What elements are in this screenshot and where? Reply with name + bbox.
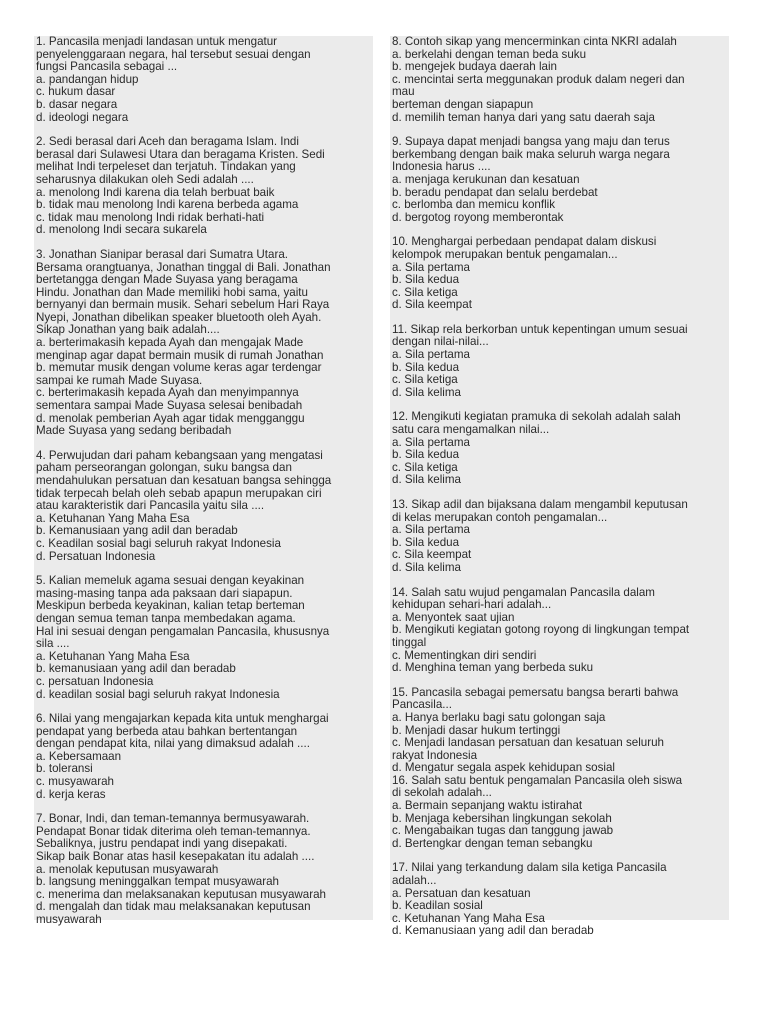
question-line: d. mengalah dan tidak mau melaksanakan keputusan	[36, 900, 311, 914]
question-line: Sikap baik Bonar atas hasil kesepakatan itu adalah ....	[36, 850, 315, 864]
question-line: d. Sila keempat	[392, 298, 472, 312]
question-line: d. menolak pemberian Ayah agar tidak mengganggu	[36, 411, 305, 425]
question-line: berteman dengan siapapun	[392, 97, 534, 111]
question-block	[36, 450, 371, 563]
question-line: kelompok merupakan bentuk pengamalan...	[392, 247, 618, 261]
question-line: d. keadilan sosial bagi seluruh rakyat Indonesia	[36, 687, 280, 701]
question-block	[392, 499, 727, 575]
question-line: b. Kemanusiaan yang adil dan beradab	[36, 524, 238, 538]
question-line: a. Sila pertama	[392, 260, 470, 274]
question-line: a. berterimakasih kepada Ayah dan mengajak Made	[36, 336, 304, 350]
question-line: Indonesia harus ....	[392, 160, 491, 174]
question-line: a. Kebersamaan	[36, 749, 122, 763]
question-line: 1. Pancasila menjadi landasan untuk mengatur	[36, 35, 278, 48]
question-line: mendahulukan persatuan dan kesatuan bangsa sehingga	[36, 474, 332, 487]
question-line: penyelenggaraan negara, hal tersebut sesuai dengan	[36, 47, 311, 61]
question-block	[36, 813, 371, 926]
question-line: d. ideologi negara	[36, 110, 129, 124]
question-line: melihat Indi terpeleset dan terjatuh. Tindakan yang	[36, 160, 296, 174]
question-line: 14. Salah satu wujud pengamalan Pancasila dalam	[392, 585, 655, 599]
question-line: b. toleransi	[36, 762, 93, 776]
question-line: d. memilih teman hanya dari yang satu daerah saja	[392, 110, 655, 124]
question-line: b. beradu pendapat dan selalu berdebat	[392, 185, 598, 199]
question-line: atau karakteristik dari Pancasila yaitu sila ....	[36, 499, 265, 513]
question-block	[392, 236, 727, 312]
question-line: c. berlomba dan memicu konflik	[392, 198, 556, 212]
question-line: musyawarah	[36, 913, 102, 926]
question-line: d. Menghina teman yang berbeda suku	[392, 661, 594, 675]
left-column	[34, 35, 373, 926]
question-line: rakyat Indonesia	[392, 748, 478, 762]
question-block	[392, 587, 727, 675]
question-line: tinggal	[392, 635, 427, 649]
question-line: satu cara mengamalkan nilai...	[392, 423, 550, 437]
question-line: c. persatuan Indonesia	[36, 674, 154, 688]
question-line: 17. Nilai yang terkandung dalam sila ketiga Pancasila	[392, 861, 667, 875]
question-line: 12. Mengikuti kegiatan pramuka di sekolah adalah salah	[392, 410, 681, 424]
question-block	[36, 136, 371, 237]
question-block	[36, 713, 371, 801]
question-line: b. Menjadi dasar hukum tertinggi	[392, 723, 561, 737]
question-line: d. bergotog royong memberontak	[392, 210, 564, 224]
question-line: mau	[392, 85, 415, 99]
question-block	[36, 575, 371, 701]
question-line: b. memutar musik dengan volume keras agar terdengar	[36, 361, 322, 375]
question-line: 6. Nilai yang mengajarkan kepada kita untuk menghargai	[36, 712, 329, 726]
question-line: a. berkelahi dengan teman beda suku	[392, 47, 587, 61]
question-line: Pancasila...	[392, 698, 452, 712]
question-line: Hal ini sesuai dengan pengamalan Pancasila, khususnya	[36, 624, 330, 638]
question-line: d. Kemanusiaan yang adil dan beradab	[392, 924, 594, 938]
question-line: d. Persatuan Indonesia	[36, 549, 156, 563]
question-line: seharusnya dilakukan oleh Sedi adalah ....	[36, 172, 254, 186]
question-spacer	[392, 575, 727, 587]
question-line: a. pandangan hidup	[36, 72, 139, 86]
question-line: Sikap Jonathan yang baik adalah....	[36, 323, 220, 337]
question-line: c. Mengabaikan tugas dan tanggung jawab	[392, 824, 614, 838]
question-line: c. Menjadi landasan persatuan dan kesatuan seluruh	[392, 736, 664, 750]
question-line: a. Hanya berlaku bagi satu golongan saja	[392, 710, 606, 724]
question-line: Hindu. Jonathan dan Made memiliki hobi sama, yaitu	[36, 285, 308, 299]
question-line: c. mencintai serta meggunakan produk dalam negeri dan	[392, 72, 685, 86]
question-line: bernyanyi dan bermain musik. Sehari sebelum Hari Raya	[36, 298, 330, 312]
question-line: sila ....	[36, 637, 70, 651]
question-spacer	[36, 438, 371, 450]
question-line: Meskipun berbeda keyakinan, kalian tetap berteman	[36, 599, 305, 613]
question-line: 4. Perwujudan dari paham kebangsaan yang mengatasi	[36, 448, 323, 462]
question-line: 8. Contoh sikap yang mencerminkan cinta NKRI adalah	[392, 35, 677, 48]
question-block	[392, 411, 727, 487]
question-line: b. Sila kedua	[392, 273, 460, 287]
question-line: b. langsung meninggalkan tempat musyawarah	[36, 875, 279, 889]
question-line: a. Sila pertama	[392, 348, 470, 362]
question-line: tidak terpecah belah oleh sebab apapun merupakan ciri	[36, 486, 322, 500]
question-line: a. menolak keputusan musyawarah	[36, 862, 219, 876]
question-line: c. hukum dasar	[36, 85, 116, 99]
question-line: b. Sila kedua	[392, 448, 460, 462]
question-block	[392, 775, 727, 851]
question-line: a. Persatuan dan kesatuan	[392, 886, 531, 900]
question-line: d. kerja keras	[36, 787, 106, 801]
question-line: menginap agar dapat bermain musik di rumah Jonathan	[36, 348, 324, 362]
question-line: b. Sila kedua	[392, 360, 460, 374]
question-line: c. Sila ketiga	[392, 285, 458, 299]
question-line: c. menerima dan melaksanakan keputusan musyawarah	[36, 887, 326, 901]
question-line: bertetangga dengan Made Suyasa yang beragama	[36, 273, 298, 287]
question-block	[36, 249, 371, 438]
question-line: d. menolong Indi secara sukarela	[36, 223, 207, 237]
question-line: di kelas merupakan contoh pengamalan...	[392, 510, 608, 524]
question-line: 13. Sikap adil dan bijaksana dalam mengambil keputusan	[392, 498, 688, 511]
question-line: b. Keadilan sosial	[392, 899, 483, 913]
question-line: berasal dari Sulawesi Utara dan beragama Kristen. Sedi	[36, 147, 325, 161]
question-line: paham perseorangan golongan, suku bangsa dan	[36, 461, 292, 475]
question-line: 16. Salah satu bentuk pengamalan Pancasila oleh siswa	[392, 773, 683, 787]
question-line: d. Sila kelima	[392, 385, 461, 399]
question-line: Made Suyasa yang sedang beribadah	[36, 424, 232, 438]
question-line: Sebaliknya, justru pendapat indi yang disepakati.	[36, 837, 288, 851]
question-line: Bersama orangtuanya, Jonathan tinggal di Bali. Jonathan	[36, 260, 331, 274]
question-line: b. Sila kedua	[392, 535, 460, 549]
question-line: c. berterimakasih kepada Ayah dan menyimpannya	[36, 386, 299, 400]
question-line: adalah...	[392, 874, 437, 888]
question-line: d. Sila kelima	[392, 473, 461, 487]
question-line: berkembang dengan baik maka seluruh warga negara	[392, 147, 670, 161]
question-line: a. Sila pertama	[392, 435, 470, 449]
question-block	[392, 136, 727, 224]
question-line: c. Sila keempat	[392, 548, 472, 562]
question-line: c. musyawarah	[36, 775, 114, 789]
question-line: c. Keadilan sosial bagi seluruh rakyat Indonesia	[36, 536, 281, 550]
question-block	[36, 36, 371, 124]
question-line: 15. Pancasila sebagai pemersatu bangsa berarti bahwa	[392, 685, 679, 699]
question-line: pendapat yang berbeda atau bahkan bertentangan	[36, 724, 298, 738]
question-line: b. mengejek budaya daerah lain	[392, 60, 558, 74]
question-line: 3. Jonathan Sianipar berasal dari Sumatra Utara.	[36, 247, 288, 261]
question-line: fungsi Pancasila sebagai ...	[36, 60, 178, 74]
question-line: masing-masing tanpa ada paksaan dari siapapun.	[36, 586, 293, 600]
question-line: sementara sampai Made Suyasa selesai benibadah	[36, 399, 303, 413]
question-line: d. Sila kelima	[392, 560, 461, 574]
question-line: c. Sila ketiga	[392, 460, 458, 474]
question-line: 2. Sedi berasal dari Aceh dan beragama Islam. Indi	[36, 135, 299, 149]
question-line: c. Mementingkan diri sendiri	[392, 648, 537, 662]
question-line: 10. Menghargai perbedaan pendapat dalam diskusi	[392, 235, 657, 249]
question-line: d. Mengatur segala aspek kehidupan sosial	[392, 761, 616, 775]
question-line: 5. Kalian memeluk agama sesuai dengan keyakinan	[36, 574, 305, 588]
question-line: b. tidak mau menolong Indi karena berbeda agama	[36, 198, 299, 212]
question-line: 11. Sikap rela berkorban untuk kepentingan umum sesuai	[392, 322, 688, 336]
right-column	[390, 35, 729, 938]
question-line: sampai ke rumah Made Suyasa.	[36, 373, 203, 387]
question-line: di sekolah adalah...	[392, 786, 492, 800]
question-block	[392, 324, 727, 400]
question-line: c. tidak mau menolong Indi ridak berhati-hati	[36, 210, 265, 224]
question-line: 7. Bonar, Indi, dan teman-temannya bermusyawarah.	[36, 812, 310, 826]
question-block	[392, 36, 727, 124]
question-line: a. Ketuhanan Yang Maha Esa	[36, 511, 190, 525]
question-line: a. Menyontek saat ujian	[392, 610, 515, 624]
question-line: Pendapat Bonar tidak diterima oleh teman-temannya.	[36, 824, 311, 838]
question-line: c. Ketuhanan Yang Maha Esa	[392, 911, 545, 925]
question-block	[392, 687, 727, 775]
question-line: d. Bertengkar dengan teman sebangku	[392, 836, 593, 850]
question-block	[392, 862, 727, 938]
question-line: c. Sila ketiga	[392, 373, 458, 387]
question-line: b. Menjaga kebersihan lingkungan sekolah	[392, 811, 612, 825]
question-line: dengan nilai-nilai...	[392, 335, 489, 349]
question-spacer	[392, 675, 727, 687]
question-line: a. Ketuhanan Yang Maha Esa	[36, 649, 190, 663]
question-line: b. Mengikuti kegiatan gotong royong di lingkungan tempat	[392, 623, 690, 637]
question-line: dengan pendapat kita, nilai yang dimaksud adalah ....	[36, 737, 310, 751]
question-line: a. Bermain sepanjang waktu istirahat	[392, 799, 583, 813]
question-line: kehidupan sehari-hari adalah...	[392, 598, 552, 612]
question-line: a. menolong Indi karena dia telah berbuat baik	[36, 185, 275, 199]
question-line: b. dasar negara	[36, 97, 118, 111]
question-line: a. menjaga kerukunan dan kesatuan	[392, 172, 580, 186]
question-line: dengan semua teman tanpa membedakan agama.	[36, 611, 296, 625]
question-line: Nyepi, Jonathan dibelikan speaker bluetooth oleh Ayah.	[36, 310, 322, 324]
question-line: 9. Supaya dapat menjadi bangsa yang maju dan terus	[392, 135, 670, 149]
question-line: a. Sila pertama	[392, 523, 470, 537]
question-line: b. kemanusiaan yang adil dan beradab	[36, 662, 236, 676]
